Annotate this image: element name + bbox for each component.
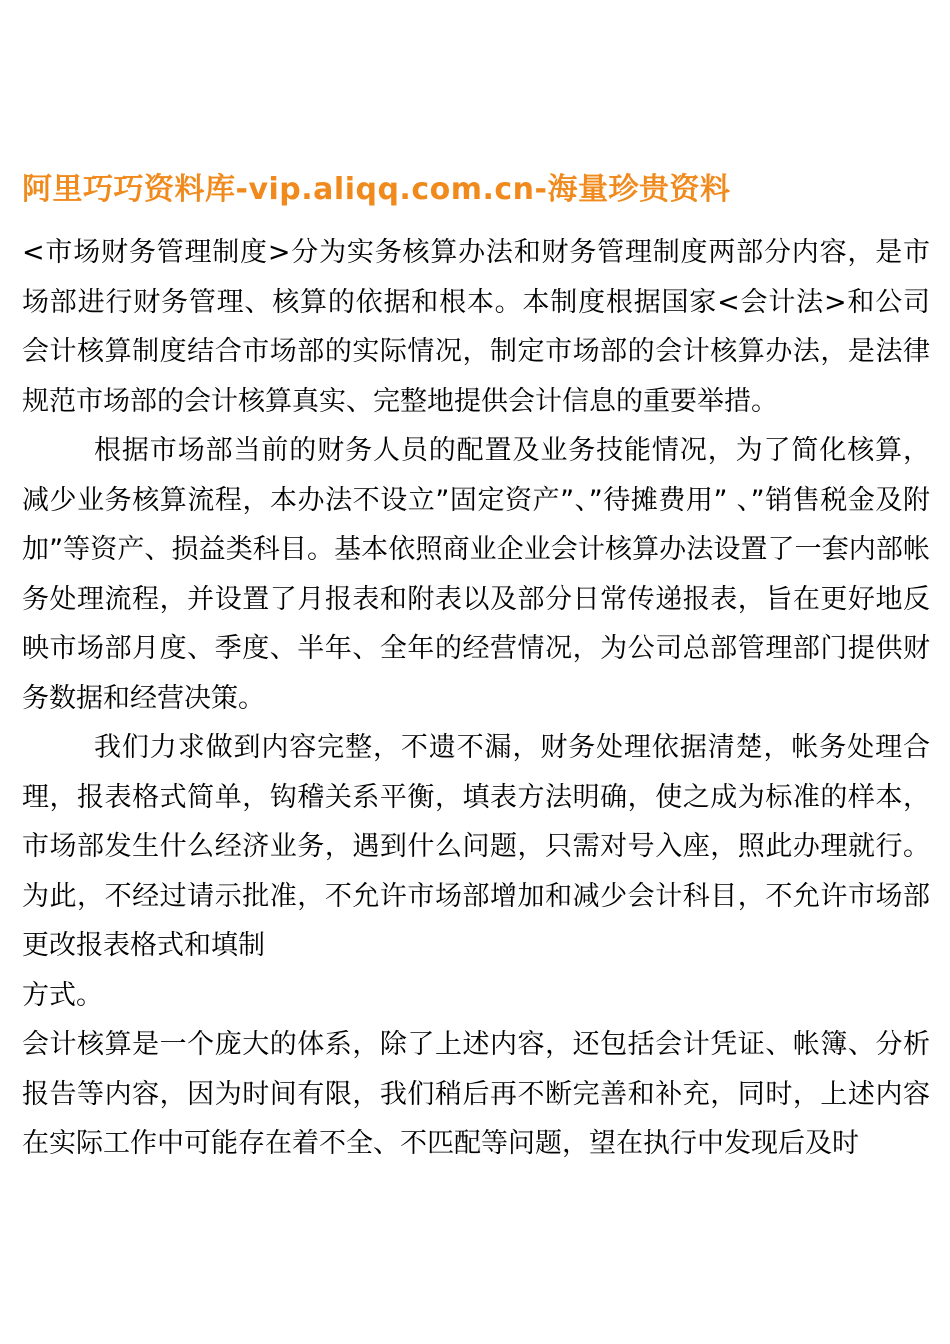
paragraph-system-note: 会计核算是一个庞大的体系，除了上述内容，还包括会计凭证、帐簿、分析报告等内容，因为时间有限，我们稍后再不断完善和补充，同时，上述内容在实际工作中可能存在着不全、不匹配等问题，望在执行中发现后及时 [22, 1029, 930, 1159]
paragraph-fragment: 方式。 [22, 979, 103, 1011]
paragraph-simplification: 根据市场部当前的财务人员的配置及业务技能情况，为了简化核算，减少业务核算流程，本办法不设立”固定资产”、”待摊费用” 、”销售税金及附加”等资产、损益类科目。基本依照商业企业会计核算办法设置了一套内部帐务处理流程，并设置了月报表和附表以及部分日常传递报表，旨在更好地反映市场部月度、季度、半年、全年的经营情况，为公司总部管理部门提供财务数据和经营决策。 [22, 435, 930, 714]
paragraph-completeness: 我们力求做到内容完整，不遗不漏，财务处理依据清楚，帐务处理合理，报表格式简单，钩稽关系平衡，填表方法明确，使之成为标准的样本，市场部发生什么经济业务，遇到什么问题，只需对号入座，照此办理就行。为此，不经过请示批准，不允许市场部增加和减少会计科目，不允许市场部更改报表格式和填制 [22, 732, 930, 961]
paragraph-intro: <市场财务管理制度>分为实务核算办法和财务管理制度两部分内容，是市场部进行财务管理、核算的依据和根本。本制度根据国家<会计法>和公司会计核算制度结合市场部的实际情况，制定市场部的会计核算办法，是法律规范市场部的会计核算真实、完整地提供会计信息的重要举措。 [22, 237, 930, 417]
site-banner: 阿里巧巧资料库-vip.aliqq.com.cn-海量珍贵资料 [22, 172, 731, 207]
document-body [22, 228, 930, 1169]
